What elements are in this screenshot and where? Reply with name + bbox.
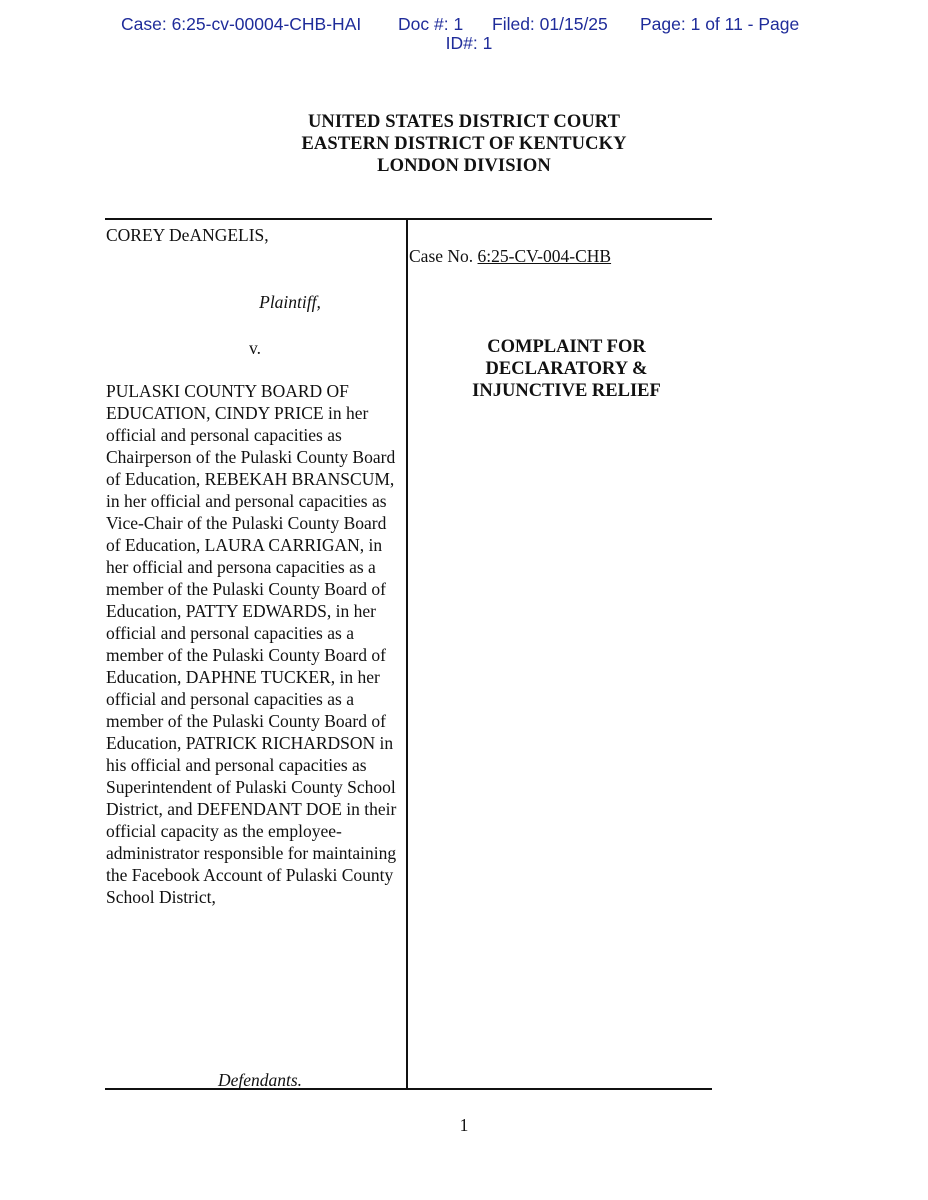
complaint-title-line: DECLARATORY & <box>485 359 648 379</box>
case-number-value: 6:25-CV-004-CHB <box>477 246 612 266</box>
defendants-label: Defendants. <box>217 1070 303 1090</box>
complaint-title <box>408 336 725 402</box>
court-title <box>0 111 928 177</box>
ecf-filing-header <box>0 15 928 53</box>
case-number-label: Case No. <box>409 246 474 266</box>
page-number: 1 <box>459 1115 469 1135</box>
ecf-doc-number: Doc #: 1 <box>398 14 464 34</box>
versus: v. <box>249 338 261 358</box>
ecf-filed-date: Filed: 01/15/25 <box>492 14 608 34</box>
plaintiff-label: Plaintiff, <box>259 292 321 312</box>
ecf-page-id: ID#: 1 <box>445 33 493 53</box>
complaint-title-line: COMPLAINT FOR <box>487 337 646 357</box>
court-name: UNITED STATES DISTRICT COURT <box>307 112 621 132</box>
ecf-page-count: Page: 1 of 11 - Page <box>640 14 800 34</box>
court-division: LONDON DIVISION <box>377 156 551 176</box>
case-number <box>409 245 611 267</box>
complaint-title-line: INJUNCTIVE RELIEF <box>472 381 661 401</box>
defendants-list: PULASKI COUNTY BOARD OF EDUCATION, CINDY PRICE in her official and personal capacities as Chairperson of the Pulaski County Board of Education, REBEKAH BRANSCUM, in her official and personal capacities as Vice-Chair of the Pulaski County Board of Education, LAURA CARRIGAN, in her official and persona capacities as a member of the Pulaski County Board of Education, PATTY EDWARDS, in her official and personal capacities as a member of the Pulaski County Board of Education, DAPHNE TUCKER, in her official and personal capacities as a member of the Pulaski County Board of Education, PATRICK RICHARDSON in his official and personal capacities as Superintendent of Pulaski County School District, and DEFENDANT DOE in their official capacity as the employee-administrator responsible for maintaining the Facebook Account of Pulaski County School District, <box>106 381 397 907</box>
ecf-case-number: Case: 6:25-cv-00004-CHB-HAI <box>121 14 362 34</box>
court-district: EASTERN DISTRICT OF KENTUCKY <box>301 134 627 154</box>
ecf-header-line <box>0 15 928 34</box>
caption-top-rule <box>105 218 712 220</box>
plaintiff-name: COREY DeANGELIS, <box>106 225 269 245</box>
